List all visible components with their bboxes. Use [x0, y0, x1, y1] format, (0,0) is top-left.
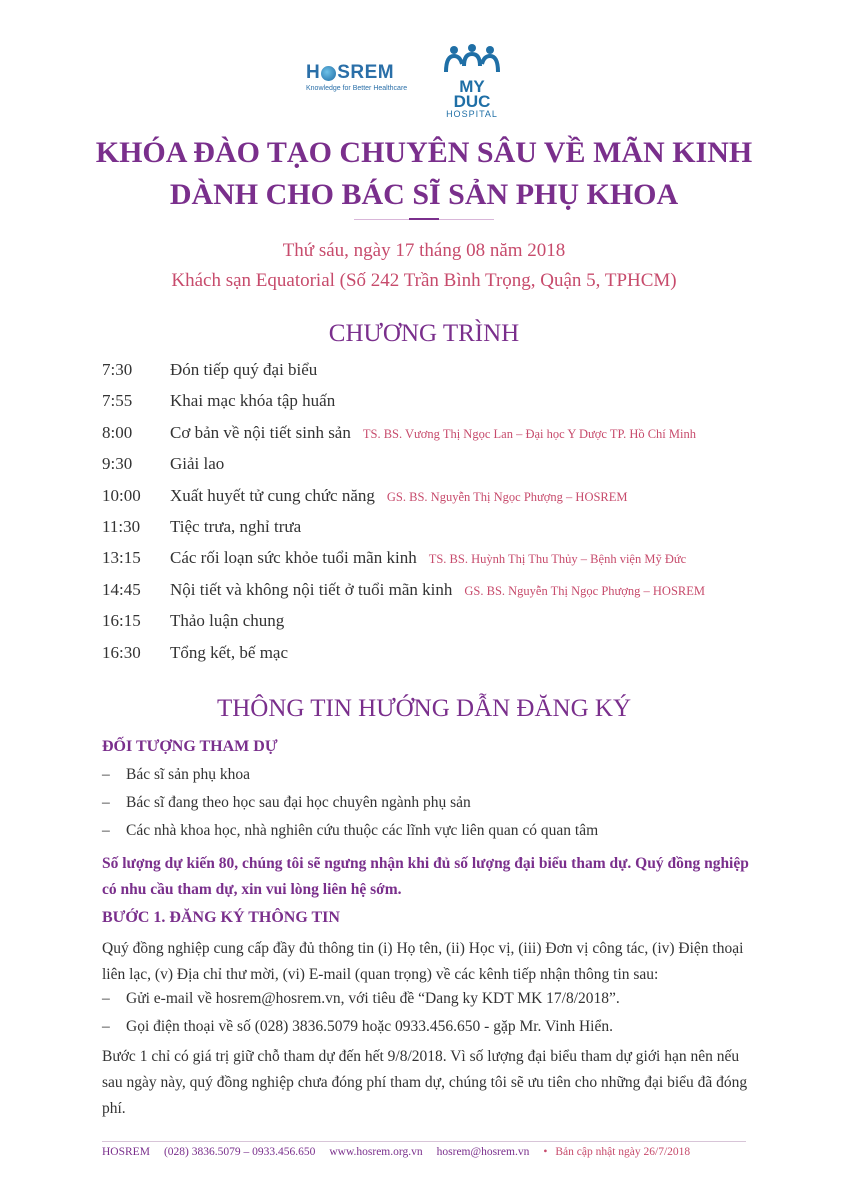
list-item-text: Bác sĩ sản phụ khoa [126, 766, 250, 783]
step1-note: Bước 1 chỉ có giá trị giữ chỗ tham dự đến hết 9/8/2018. Vì số lượng đại biểu tham dự giới hạn nên nếu sau ngày này, quý đồng nghiệp chưa đóng phí tham dự, chúng tôi sẽ ưu tiên cho những đại biểu đã đóng phí. [102, 1048, 748, 1117]
agenda-activity: Đón tiếp quý đại biểu [170, 360, 318, 379]
title-divider-accent [409, 218, 439, 220]
agenda-row [102, 517, 802, 548]
footer-divider [102, 1141, 746, 1142]
agenda-speaker: GS. BS. Nguyễn Thị Ngọc Phượng – HOSREM [386, 489, 628, 504]
agenda-time: 7:55 [102, 391, 133, 411]
hosrem-letter-h: H [306, 62, 321, 83]
course-title-line2: DÀNH CHO BÁC SĨ SẢN PHỤ KHOA [169, 178, 679, 211]
hosrem-tagline: Knowledge for Better Healthcare [306, 85, 408, 92]
capacity-notice: Số lượng dự kiến 80, chúng tôi sẽ ngưng nhận khi đủ số lượng đại biểu tham dự. Quý đồng nghiệp có nhu cầu tham dự, xin vui lòng liên hệ sớm. [102, 855, 749, 898]
globe-icon [321, 66, 336, 81]
list-item-text: Bác sĩ đang theo học sau đại học chuyên ngành phụ sản [126, 794, 471, 811]
agenda-row [102, 454, 802, 485]
dash-marker: – [102, 766, 110, 783]
agenda-speaker: TS. BS. Vương Thị Ngọc Lan – Đại học Y Dược TP. Hồ Chí Minh [362, 426, 696, 441]
agenda-time: 13:15 [102, 548, 141, 568]
agenda-row [102, 486, 802, 517]
agenda-activity: Giải lao [170, 454, 225, 474]
dash-marker: – [102, 1018, 110, 1035]
agenda-time: 11:30 [102, 516, 141, 536]
step1-heading: BƯỚC 1. ĐĂNG KÝ THÔNG TIN [102, 909, 340, 926]
agenda-row [102, 360, 802, 391]
footer-email[interactable]: hosrem@hosrem.vn [436, 1146, 530, 1158]
agenda-activity: Thảo luận chung [170, 611, 285, 631]
agenda-activity: Tiệc trưa, nghỉ trưa [170, 516, 302, 536]
agenda-time: 9:30 [102, 454, 133, 474]
myduc-name: MY DUC [453, 77, 491, 111]
agenda-time: 16:30 [102, 642, 141, 662]
agenda-row [102, 423, 802, 454]
agenda-row [102, 580, 802, 611]
myduc-logo [440, 44, 504, 119]
agenda-time: 8:00 [102, 422, 133, 442]
agenda-activity: Tổng kết, bế mạc [170, 642, 289, 662]
step1-list [102, 990, 752, 1046]
logo-bar [0, 44, 848, 119]
hosrem-letters-srem: SREM [337, 62, 395, 83]
agenda-row [102, 611, 802, 642]
agenda-speaker: TS. BS. Huỳnh Thị Thu Thủy – Bệnh viện Mỹ Đức [428, 552, 687, 567]
hosrem-logo [306, 62, 412, 92]
footer-updated: Bản cập nhật ngày 26/7/2018 [555, 1146, 691, 1158]
agenda-time: 16:15 [102, 611, 141, 631]
footer-website[interactable]: www.hosrem.org.vn [329, 1146, 423, 1158]
event-venue: Khách sạn Equatorial (Số 242 Trần Bình Trọng, Quận 5, TPHCM) [171, 270, 677, 291]
agenda-activity: Xuất huyết tử cung chức năng [170, 485, 375, 505]
list-item [102, 1018, 752, 1046]
list-item [102, 822, 752, 850]
footer-org: HOSREM [102, 1146, 150, 1158]
course-title-line1: KHÓA ĐÀO TẠO CHUYÊN SÂU VỀ MÃN KINH [95, 136, 753, 169]
list-item-text: Gửi e-mail về hosrem@hosrem.vn, với tiêu đề “Dang ky KDT MK 17/8/2018”. [126, 990, 620, 1007]
agenda-row [102, 391, 802, 422]
agenda-list [102, 360, 802, 674]
dash-marker: – [102, 990, 110, 1007]
hosrem-wordmark [306, 62, 412, 84]
agenda-activity: Khai mạc khóa tập huấn [170, 391, 336, 411]
agenda-activity: Cơ bản về nội tiết sinh sản [170, 422, 351, 442]
footer [102, 1146, 752, 1158]
footer-phones: (028) 3836.5079 – 0933.456.650 [163, 1146, 316, 1158]
agenda-time: 10:00 [102, 485, 141, 505]
list-item [102, 766, 752, 794]
list-item [102, 990, 752, 1018]
registration-title: THÔNG TIN HƯỚNG DẪN ĐĂNG KÝ [216, 695, 632, 722]
family-icon [442, 44, 502, 74]
event-date: Thứ sáu, ngày 17 tháng 08 năm 2018 [282, 240, 566, 261]
list-item [102, 794, 752, 822]
list-item-text: Các nhà khoa học, nhà nghiên cứu thuộc các lĩnh vực liên quan có quan tâm [126, 822, 599, 839]
agenda-activity: Các rối loạn sức khỏe tuổi mãn kinh [170, 548, 417, 568]
agenda-speaker: GS. BS. Nguyễn Thị Ngọc Phượng – HOSREM [464, 583, 705, 598]
agenda-activity: Nội tiết và không nội tiết ở tuổi mãn kinh [170, 579, 453, 599]
myduc-sub: HOSPITAL [446, 109, 498, 119]
agenda-time: 7:30 [102, 360, 133, 379]
audience-heading: ĐỐI TƯỢNG THAM DỰ [102, 738, 278, 755]
agenda-time: 14:45 [102, 579, 141, 599]
program-title: CHƯƠNG TRÌNH [328, 320, 520, 347]
list-item-text: Gọi điện thoại về số (028) 3836.5079 hoặc 0933.456.650 - gặp Mr. Vinh Hiển. [126, 1018, 613, 1035]
dash-marker: – [102, 794, 110, 811]
agenda-row [102, 548, 802, 579]
agenda-row [102, 643, 802, 674]
bullet-icon: • [543, 1146, 548, 1158]
dash-marker: – [102, 822, 110, 839]
audience-list [102, 766, 752, 850]
step1-intro: Quý đồng nghiệp cung cấp đầy đủ thông tin (i) Họ tên, (ii) Học vị, (iii) Đơn vị công tác, (iv) Điện thoại liên lạc, (v) Địa chỉ thư mời, (vi) E-mail (quan trọng) về các kênh tiếp nhận thông tin sau: [102, 940, 744, 983]
